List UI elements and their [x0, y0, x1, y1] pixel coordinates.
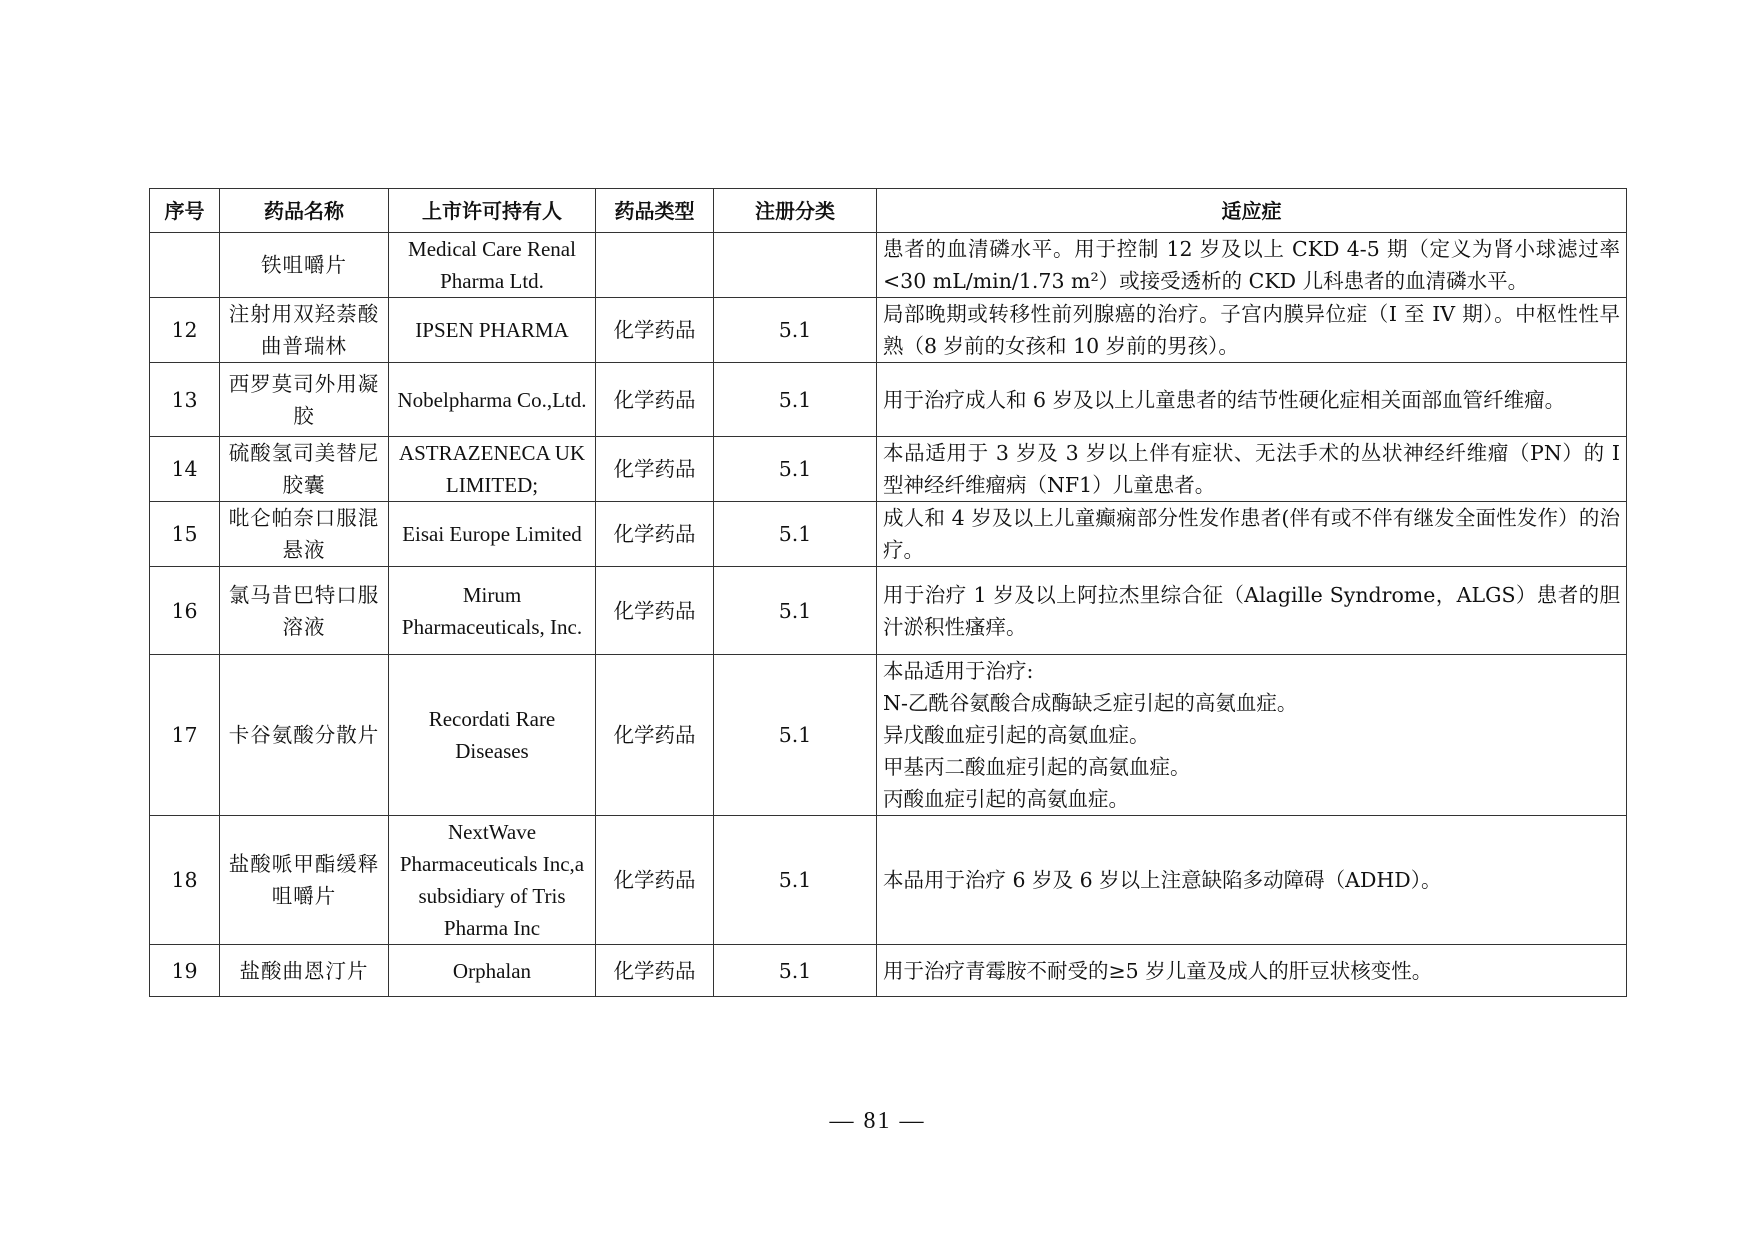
indication-text: 用于治疗青霉胺不耐受的≥5 岁儿童及成人的肝豆状核变性。: [883, 958, 1433, 983]
marketing-authorization-holder-cell: NextWave Pharmaceuticals Inc,a subsidiary of Tris Pharma Inc: [389, 816, 596, 945]
registration-class-cell: 5.1: [714, 363, 877, 437]
row-number-cell: 16: [150, 567, 220, 655]
registration-class-cell: 5.1: [714, 816, 877, 945]
drug-type-cell: 化学药品: [596, 816, 714, 945]
row-number-cell: 19: [150, 945, 220, 997]
row-number-cell: 17: [150, 655, 220, 816]
row-number-cell: [150, 233, 220, 298]
header-no: 序号: [150, 189, 220, 233]
header-drug-type: 药品类型: [596, 189, 714, 233]
marketing-authorization-holder-cell: Nobelpharma Co.,Ltd.: [389, 363, 596, 437]
indication-cell: [877, 233, 1627, 298]
indication-text: 患者的血清磷水平。用于控制 12 岁及以上 CKD 4-5 期（定义为肾小球滤过率<30 mL/min/1.73 m²）或接受透析的 CKD 儿科患者的血清磷水平。: [883, 237, 1620, 293]
registration-class-cell: [714, 233, 877, 298]
registration-class-cell: 5.1: [714, 437, 877, 502]
registration-class-cell: 5.1: [714, 655, 877, 816]
indication-cell: [877, 298, 1627, 363]
header-holder: 上市许可持有人: [389, 189, 596, 233]
drug-name-cell: 硫酸氢司美替尼胶囊: [220, 437, 389, 502]
drug-name-cell: 氯马昔巴特口服溶液: [220, 567, 389, 655]
table-row: [150, 502, 1627, 567]
indication-cell: [877, 816, 1627, 945]
drug-name-cell: 铁咀嚼片: [220, 233, 389, 298]
registration-class-cell: 5.1: [714, 567, 877, 655]
drug-name-cell: 盐酸曲恩汀片: [220, 945, 389, 997]
row-number-cell: 18: [150, 816, 220, 945]
marketing-authorization-holder-cell: Eisai Europe Limited: [389, 502, 596, 567]
indication-text: 甲基丙二酸血症引起的高氨血症。: [883, 755, 1191, 779]
indication-text: 用于治疗 1 岁及以上阿拉杰里综合征（Alagille Syndrome，ALGS）患者的胆汁淤积性瘙痒。: [883, 582, 1620, 639]
drug-name-cell: 盐酸哌甲酯缓释咀嚼片: [220, 816, 389, 945]
drug-name-cell: 吡仑帕奈口服混悬液: [220, 502, 389, 567]
table-row: [150, 945, 1627, 997]
table-row: [150, 655, 1627, 816]
registration-class-cell: 5.1: [714, 298, 877, 363]
table-row: [150, 437, 1627, 502]
page-number: — 81 —: [829, 1108, 926, 1134]
indication-text: 成人和 4 岁及以上儿童癫痫部分性发作患者(伴有或不伴有继发全面性发作）的治疗。: [883, 506, 1620, 562]
drug-type-cell: 化学药品: [596, 298, 714, 363]
drug-type-cell: 化学药品: [596, 655, 714, 816]
drug-name-cell: 注射用双羟萘酸曲普瑞林: [220, 298, 389, 363]
drug-type-cell: 化学药品: [596, 437, 714, 502]
table-header-row: [150, 189, 1627, 233]
marketing-authorization-holder-cell: Orphalan: [389, 945, 596, 997]
row-number-cell: 14: [150, 437, 220, 502]
registration-class-cell: 5.1: [714, 502, 877, 567]
indication-cell: [877, 655, 1627, 816]
row-number-cell: 13: [150, 363, 220, 437]
drug-type-cell: [596, 233, 714, 298]
indication-text: 本品适用于治疗:: [883, 659, 1034, 683]
table-row: [150, 363, 1627, 437]
indication-text: 用于治疗成人和 6 岁及以上儿童患者的结节性硬化症相关面部血管纤维瘤。: [883, 387, 1566, 412]
indication-text: 丙酸血症引起的高氨血症。: [883, 787, 1129, 811]
drug-name-cell: 卡谷氨酸分散片: [220, 655, 389, 816]
registration-class-cell: 5.1: [714, 945, 877, 997]
row-number-cell: 15: [150, 502, 220, 567]
table-body: [150, 233, 1627, 997]
table-row: [150, 298, 1627, 363]
marketing-authorization-holder-cell: Medical Care Renal Pharma Ltd.: [389, 233, 596, 298]
indication-text: 本品适用于 3 岁及 3 岁以上伴有症状、无法手术的丛状神经纤维瘤（PN）的 I 型神经纤维瘤病（NF1）儿童患者。: [883, 441, 1620, 497]
table-row: [150, 567, 1627, 655]
drug-type-cell: 化学药品: [596, 567, 714, 655]
indication-text: 局部晚期或转移性前列腺癌的治疗。子宫内膜异位症（I 至 IV 期）。中枢性性早熟（8 岁前的女孩和 10 岁前的男孩）。: [883, 302, 1620, 358]
header-drug-name: 药品名称: [220, 189, 389, 233]
indication-cell: [877, 363, 1627, 437]
table-row: [150, 233, 1627, 298]
table-row: [150, 816, 1627, 945]
indication-cell: [877, 567, 1627, 655]
indication-text: N-乙酰谷氨酸合成酶缺乏症引起的高氨血症。: [883, 691, 1298, 715]
marketing-authorization-holder-cell: Recordati Rare Diseases: [389, 655, 596, 816]
drug-type-cell: 化学药品: [596, 502, 714, 567]
marketing-authorization-holder-cell: IPSEN PHARMA: [389, 298, 596, 363]
drug-name-cell: 西罗莫司外用凝胶: [220, 363, 389, 437]
indication-text: 异戊酸血症引起的高氨血症。: [883, 723, 1150, 747]
indication-cell: [877, 945, 1627, 997]
drug-type-cell: 化学药品: [596, 945, 714, 997]
marketing-authorization-holder-cell: ASTRAZENECA UK LIMITED;: [389, 437, 596, 502]
header-indication: 适应症: [877, 189, 1627, 233]
drug-table: [149, 188, 1627, 997]
indication-cell: [877, 502, 1627, 567]
header-registration-class: 注册分类: [714, 189, 877, 233]
marketing-authorization-holder-cell: Mirum Pharmaceuticals, Inc.: [389, 567, 596, 655]
row-number-cell: 12: [150, 298, 220, 363]
drug-type-cell: 化学药品: [596, 363, 714, 437]
indication-cell: [877, 437, 1627, 502]
indication-text: 本品用于治疗 6 岁及 6 岁以上注意缺陷多动障碍（ADHD）。: [883, 868, 1442, 892]
